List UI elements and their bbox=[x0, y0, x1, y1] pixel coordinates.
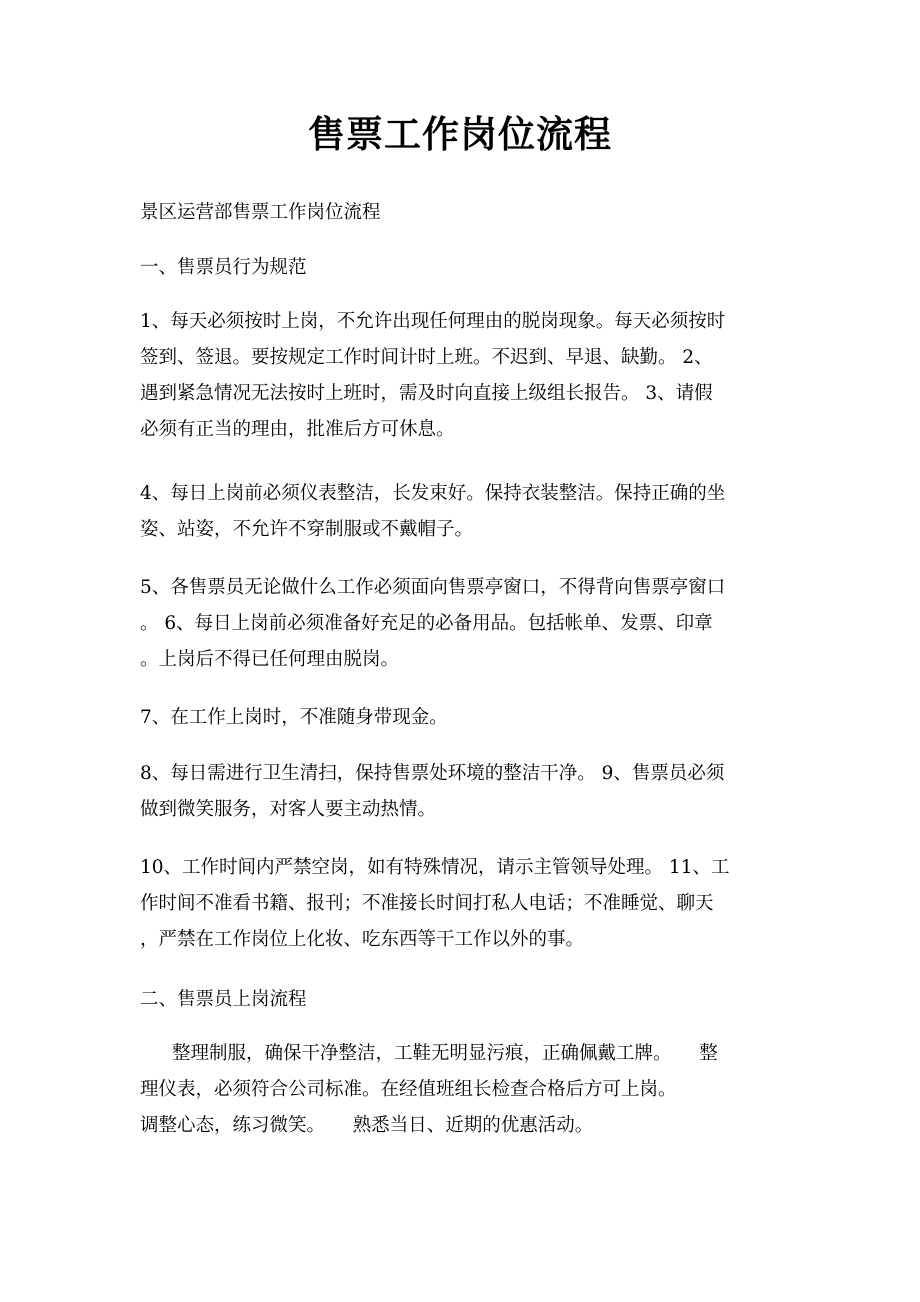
paragraph-line: 7、在工作上岗时，不准随身带现金。 bbox=[140, 707, 448, 728]
paragraph-1 bbox=[140, 304, 782, 448]
paragraph-line: 1、每天必须按时上岗，不允许出现任何理由的脱岗现象。每天必须按时 bbox=[140, 311, 726, 332]
paragraph-line: 调整心态，练习微笑。 熟悉当日、近期的优惠活动。 bbox=[140, 1115, 594, 1136]
paragraph-line: 姿、站姿，不允许不穿制服或不戴帽子。 bbox=[140, 519, 474, 540]
paragraph-3 bbox=[140, 570, 782, 678]
paragraph-7 bbox=[140, 1036, 782, 1144]
section-heading-1 bbox=[140, 250, 782, 286]
paragraph-line: ，严禁在工作岗位上化妆、吃东西等干工作以外的事。 bbox=[140, 929, 585, 950]
paragraph-4 bbox=[140, 700, 782, 736]
document-title: 售票工作岗位流程 bbox=[308, 112, 612, 156]
paragraph-5 bbox=[140, 756, 782, 828]
paragraph-line: 签到、签退。要按规定工作时间计时上班。不迟到、早退、缺勤。 2、 bbox=[140, 347, 713, 368]
paragraph-line: 遇到紧急情况无法按时上班时，需及时向直接上级组长报告。 3、请假 bbox=[140, 383, 713, 404]
paragraph-line: 作时间不准看书籍、报刊；不准接长时间打私人电话；不准睡觉、聊天 bbox=[140, 893, 714, 914]
subtitle-text: 景区运营部售票工作岗位流程 bbox=[140, 202, 381, 223]
document-subtitle bbox=[140, 195, 782, 231]
paragraph-line: 10、工作时间内严禁空岗，如有特殊情况，请示主管领导处理。 11、工 bbox=[140, 857, 730, 878]
paragraph-line: 。上岗后不得已任何理由脱岗。 bbox=[140, 649, 400, 670]
paragraph-line: 5、各售票员无论做什么工作必须面向售票亭窗口，不得背向售票亭窗口 bbox=[140, 577, 726, 598]
paragraph-line: 4、每日上岗前必须仪表整洁，长发束好。保持衣装整洁。保持正确的坐 bbox=[140, 483, 726, 504]
paragraph-6 bbox=[140, 850, 782, 958]
paragraph-line: 做到微笑服务，对客人要主动热情。 bbox=[140, 799, 437, 820]
section-heading-1-text: 一、售票员行为规范 bbox=[140, 257, 307, 278]
paragraph-line: 。 6、每日上岗前必须准备好充足的必备用品。包括帐单、发票、印章 bbox=[140, 613, 713, 634]
paragraph-line: 必须有正当的理由，批准后方可休息。 bbox=[140, 419, 455, 440]
paragraph-line: 整理制服，确保干净整洁，工鞋无明显污痕，正确佩戴工牌。 整 bbox=[172, 1043, 718, 1064]
paragraph-2 bbox=[140, 476, 782, 548]
section-heading-2-text: 二、售票员上岗流程 bbox=[140, 989, 307, 1010]
paragraph-line: 理仪表，必须符合公司标准。在经值班组长检查合格后方可上岗。 bbox=[140, 1079, 677, 1100]
paragraph-line: 8、每日需进行卫生清扫，保持售票处环境的整洁干净。 9、售票员必须 bbox=[140, 763, 725, 784]
section-heading-2 bbox=[140, 982, 782, 1018]
